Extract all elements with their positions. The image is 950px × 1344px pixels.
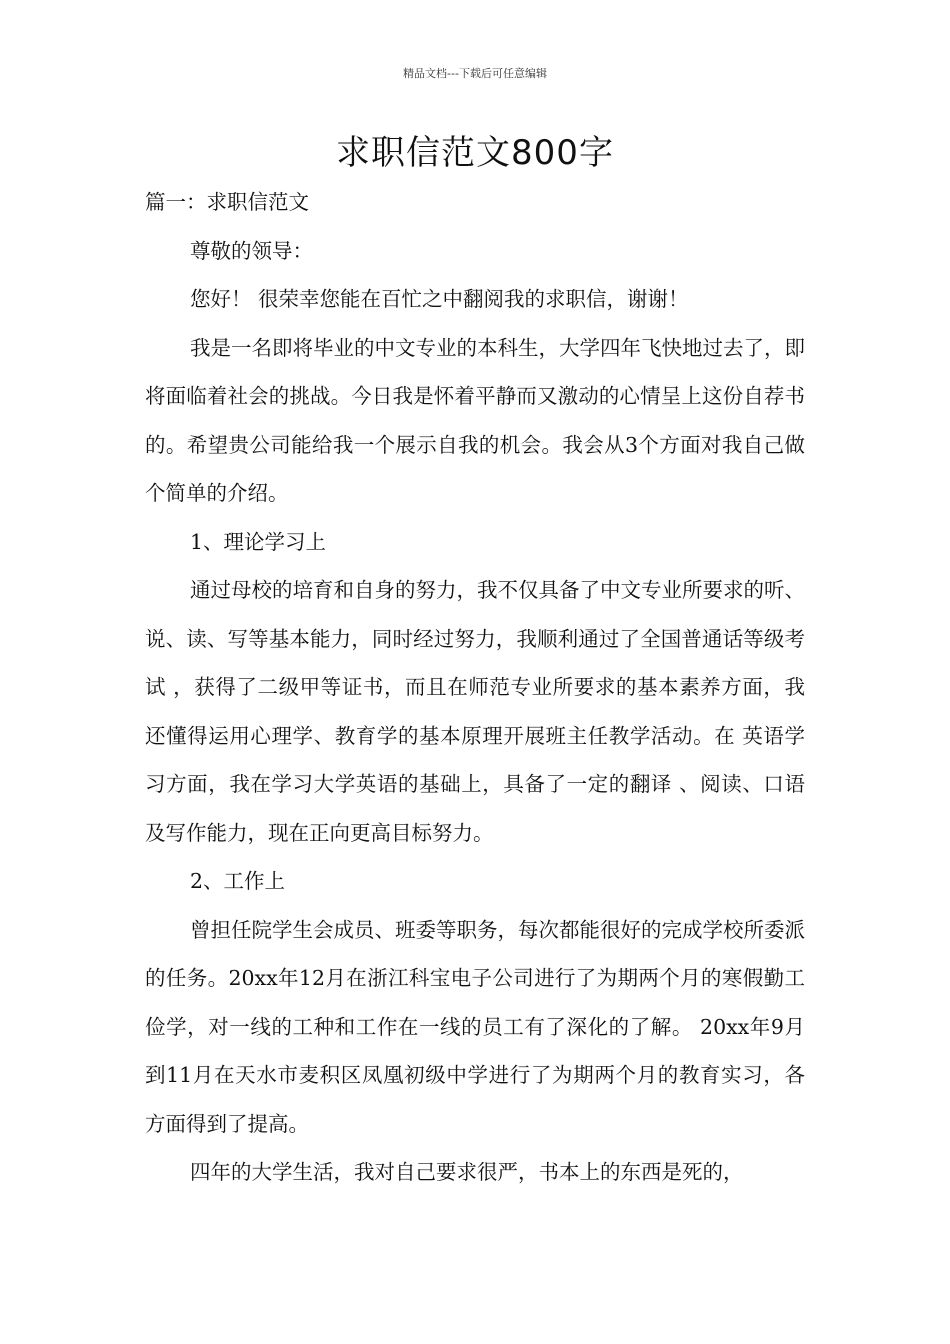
section-heading: 篇一：求职信范文 <box>145 190 309 214</box>
subheading-theory: 1、理论学习上 <box>190 529 327 554</box>
theory-paragraph: 通过母校的培育和自身的努力，我不仅具备了中文专业所要求的听、说、读、写等基本能力，同时经过努力，我顺利通过了全国普通话等级考试 ，获得了二级甲等证书，而且在师范专业所要求的基本素养方面，我还懂得运用心理学、教育学的基本原理开展班主任教学活动。在 英语学习方面，我在学习大学英语的基础上，具备了一定的翻译 、阅读、口语及写作能力，现在正向更高目标努力。 <box>145 578 805 845</box>
document-title: 求职信范文800字 <box>336 133 614 173</box>
college-life-paragraph: 四年的大学生活，我对自己要求很严，书本上的东西是死的， <box>190 1160 744 1184</box>
intro-paragraph: 我是一名即将毕业的中文专业的本科生，大学四年飞快地过去了，即将面临着社会的挑战。今日我是怀着平静而又激动的心情呈上这份自荐书的。希望贵公司能给我一个展示自我的机会。我会从3个方面对我自己做个简单的介绍。 <box>145 335 805 505</box>
page-header-note: 精品文档---下载后可任意编辑 <box>403 67 547 80</box>
document-body <box>145 178 805 1197</box>
salutation: 尊敬的领导： <box>190 238 313 263</box>
work-paragraph: 曾担任院学生会成员、班委等职务，每次都能很好的完成学校所委派的任务。20xx年12月在浙江科宝电子公司进行了为期两个月的寒假勤工俭学，对一线的工种和工作在一线的员工有了深化的了解。 20xx年9月到11月在天水市麦积区凤凰初级中学进行了为期两个月的教育实习，各方面得到了提高。 <box>145 917 805 1136</box>
greeting-paragraph: 您好！ 很荣幸您能在百忙之中翻阅我的求职信，谢谢！ <box>190 287 689 311</box>
subheading-work: 2、工作上 <box>190 869 286 893</box>
